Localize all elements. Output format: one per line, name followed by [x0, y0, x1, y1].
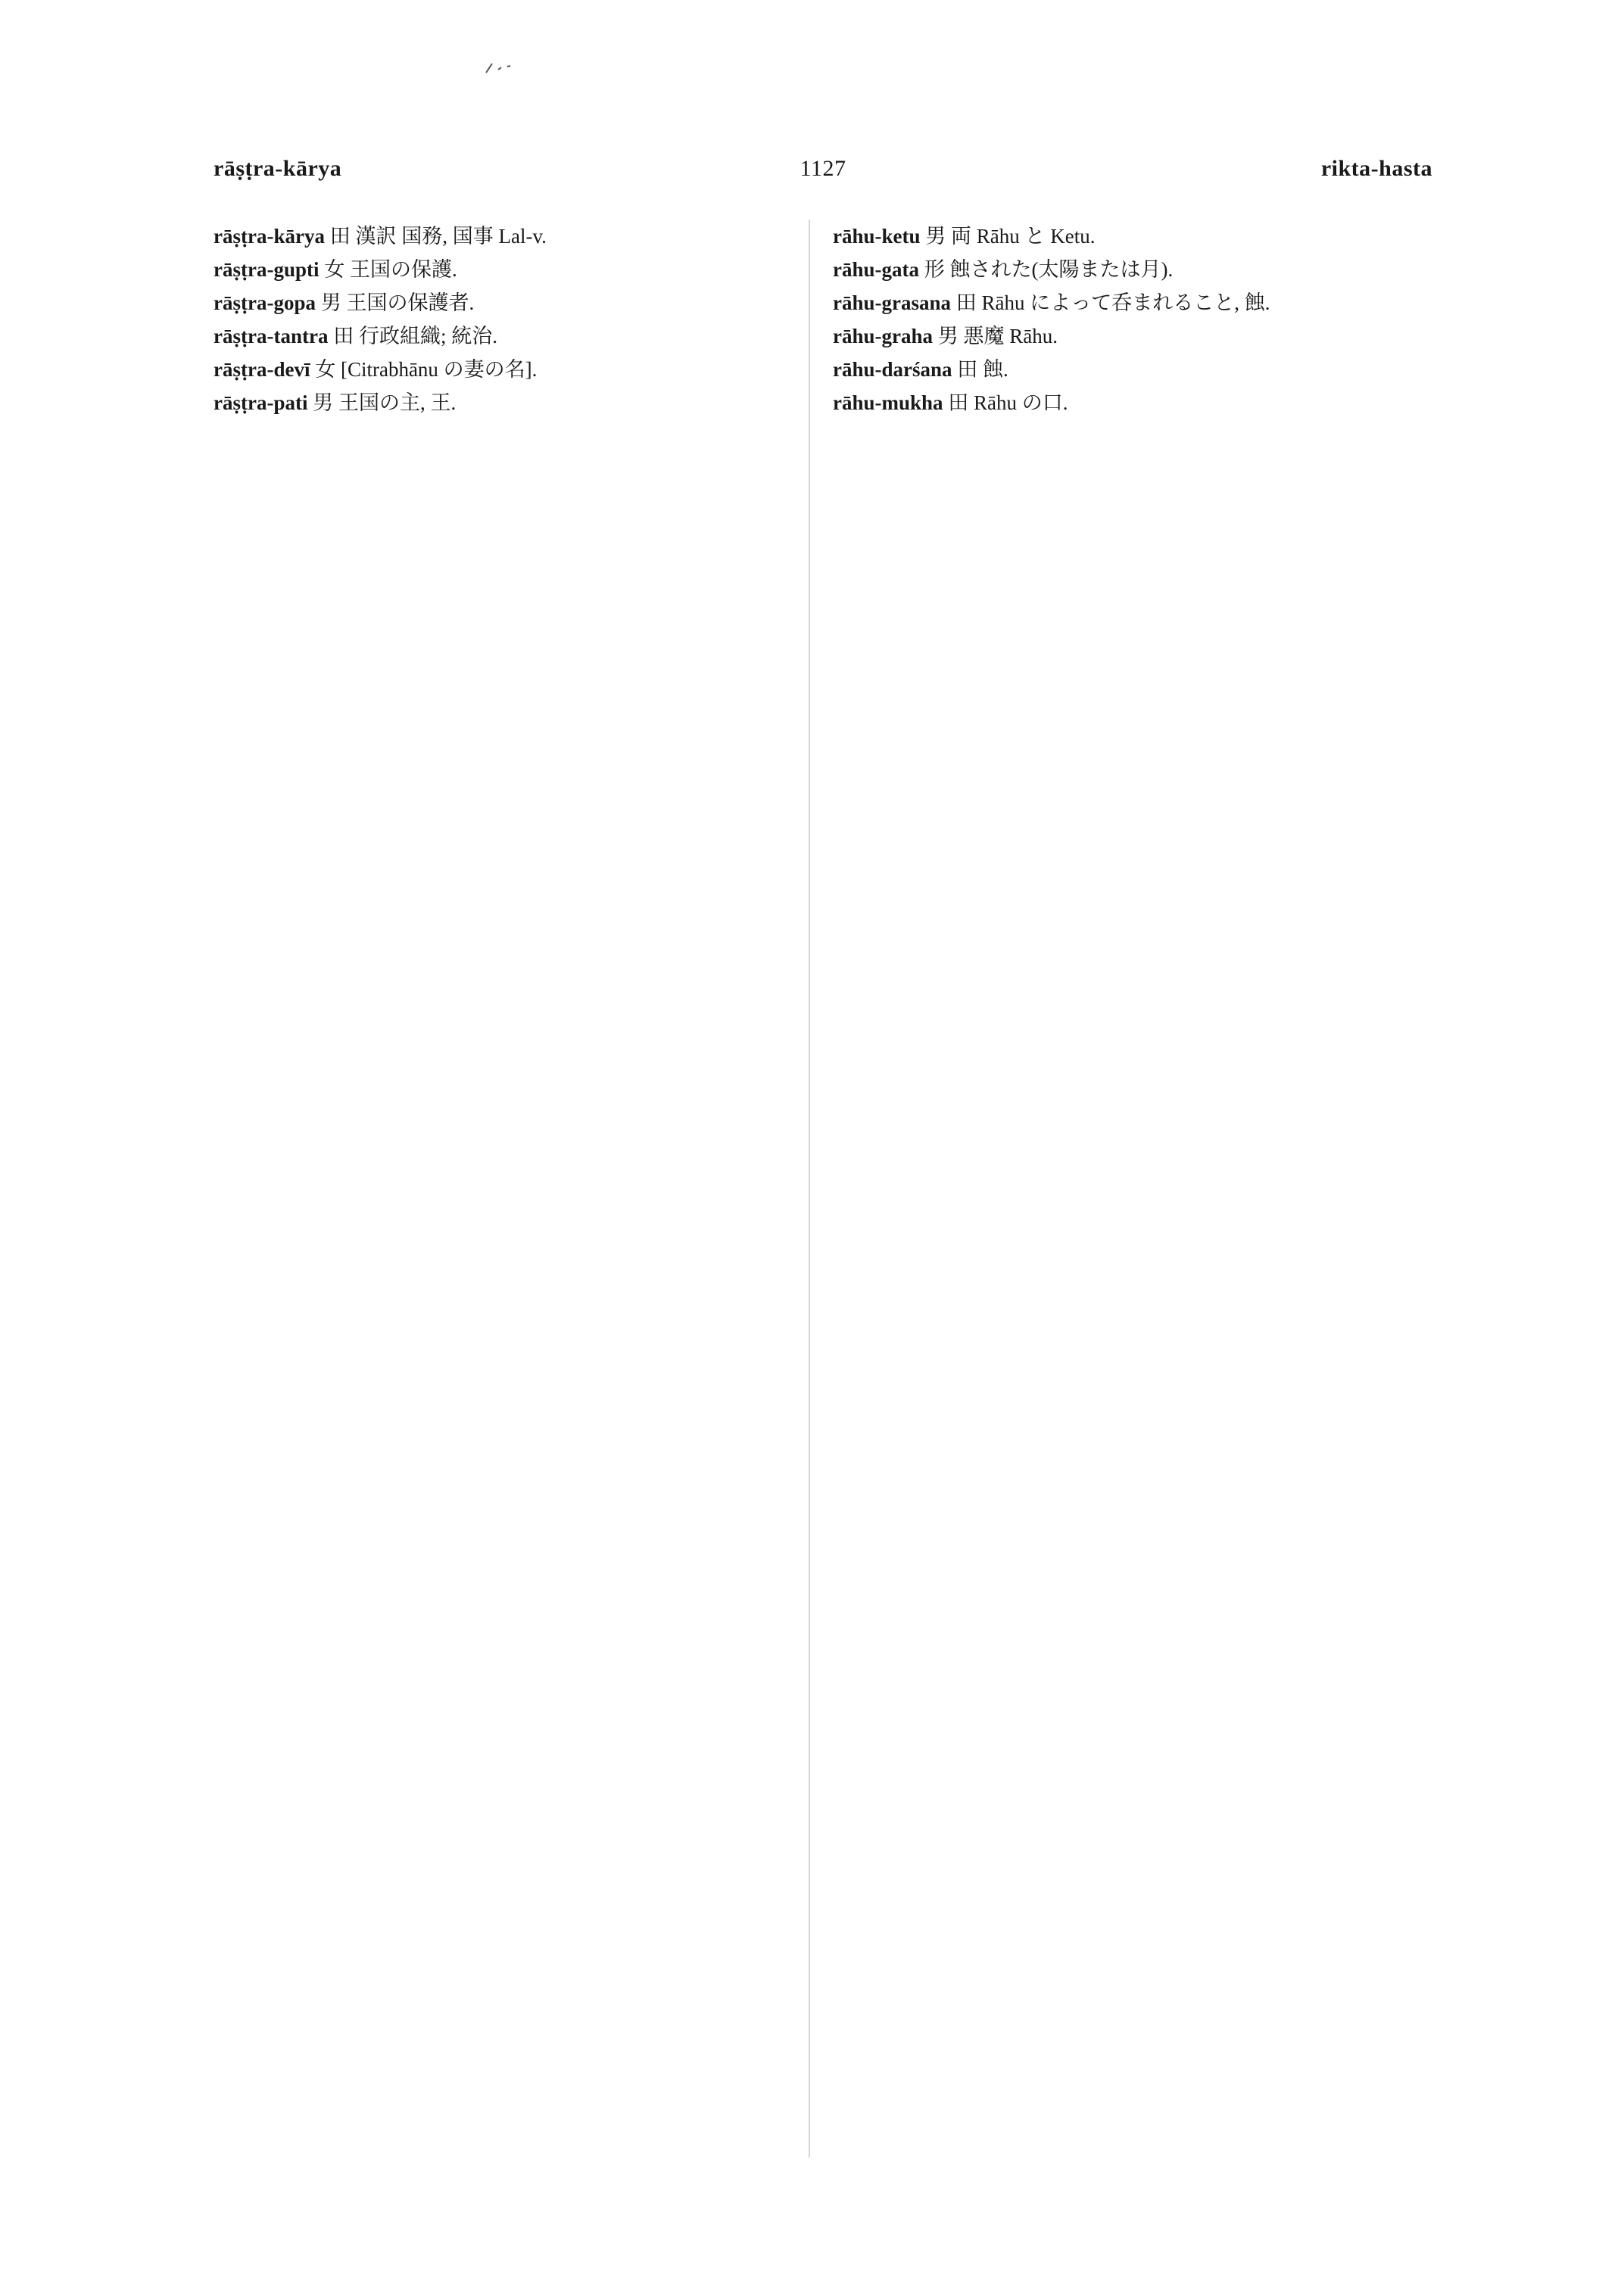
entry-headword: rāhu-ketu — [833, 225, 921, 248]
dictionary-entry — [214, 319, 834, 353]
left-column — [214, 220, 834, 2203]
entry-definition: 女 王国の保護. — [324, 258, 457, 281]
dictionary-entry — [833, 286, 1454, 319]
dictionary-entry — [214, 253, 834, 286]
page-number: 1127 — [800, 156, 846, 181]
entry-headword: rāṣṭra-devī — [214, 358, 310, 381]
entry-headword: rāṣṭra-gopa — [214, 291, 316, 314]
running-head-right: rikta-hasta — [1320, 156, 1432, 181]
dictionary-entry — [833, 319, 1454, 353]
entry-headword: rāhu-graha — [833, 325, 934, 347]
entry-definition: 田 Rāhu によって呑まれること, 蝕. — [955, 291, 1270, 314]
entry-headword: rāṣṭra-pati — [214, 391, 308, 414]
entry-headword: rāhu-darśana — [833, 358, 952, 381]
entry-definition: 男 王国の保護者. — [320, 291, 475, 314]
entry-definition: 形 蝕された(太陽または月). — [924, 258, 1174, 281]
dictionary-entry — [833, 386, 1454, 419]
running-head — [214, 156, 1432, 194]
entry-definition: 男 悪魔 Rāhu. — [937, 325, 1058, 347]
dictionary-entry — [833, 253, 1454, 286]
right-column — [833, 220, 1454, 2203]
entry-definition: 男 王国の主, 王. — [313, 391, 457, 414]
entry-definition: 田 Rāhu の口. — [948, 391, 1068, 414]
running-head-left: rāṣṭra-kārya — [214, 156, 342, 181]
entry-definition: 男 両 Rāhu と Ketu. — [925, 225, 1096, 248]
entry-headword: rāhu-mukha — [833, 391, 943, 414]
entry-headword: rāhu-grasana — [833, 291, 952, 314]
entry-headword: rāhu-gata — [833, 258, 919, 281]
entry-definition: 田 蝕. — [957, 358, 1008, 381]
entry-headword: rāṣṭra-gupti — [214, 258, 320, 281]
entry-definition: 田 行政組織; 統治. — [333, 325, 497, 347]
entry-headword: rāṣṭra-kārya — [214, 225, 325, 248]
dictionary-entry — [214, 353, 834, 386]
dictionary-entry — [833, 220, 1454, 253]
dictionary-entry — [214, 386, 834, 419]
column-rule — [809, 220, 810, 2157]
pencil-mark — [485, 61, 521, 76]
dictionary-entry — [833, 353, 1454, 386]
dictionary-entry — [214, 220, 834, 253]
entry-definition: 田 漢訳 国務, 国事 Lal-v. — [329, 225, 547, 248]
entry-headword: rāṣṭra-tantra — [214, 325, 329, 347]
dictionary-entry — [214, 286, 834, 319]
entry-definition: 女 [Citrabhānu の妻の名]. — [315, 358, 538, 381]
